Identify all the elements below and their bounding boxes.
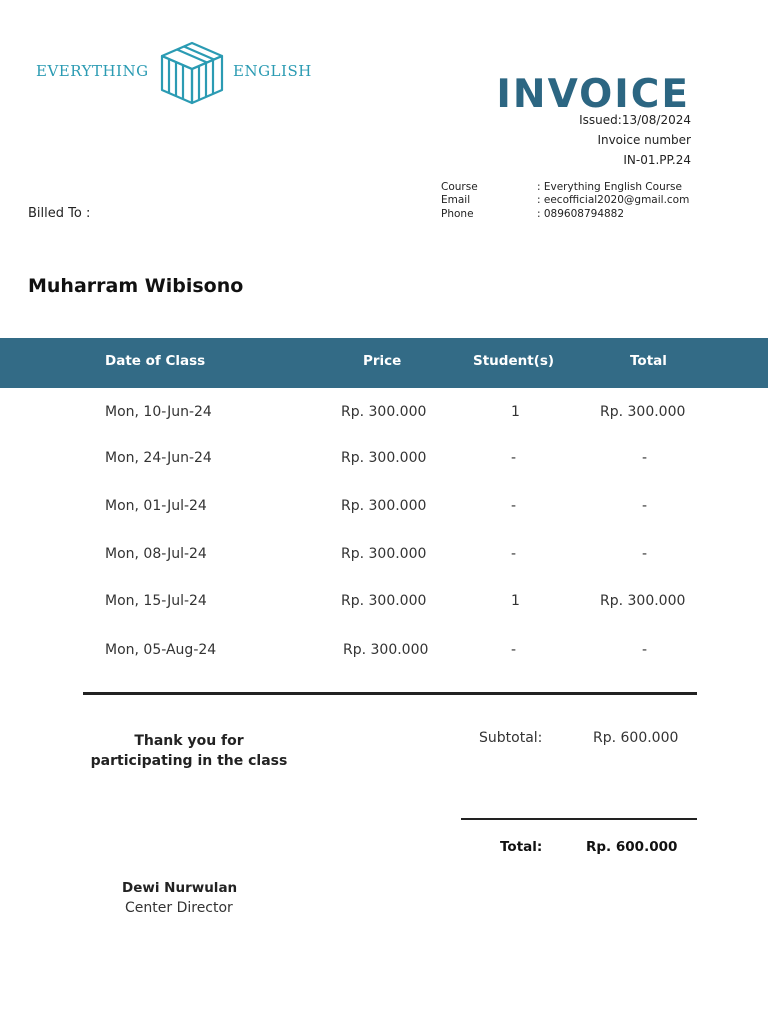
subtotal-value: Rp. 600.000: [593, 730, 679, 746]
director-title: Center Director: [125, 900, 233, 916]
row-date: Mon, 05-Aug-24: [105, 642, 217, 658]
striped-cube-icon: [158, 40, 226, 106]
row-students: -: [511, 546, 517, 562]
row-date: Mon, 10-Jun-24: [105, 404, 212, 420]
row-students: -: [511, 498, 517, 514]
course-label: Course: [441, 181, 478, 193]
row-date: Mon, 08-Jul-24: [105, 546, 207, 562]
row-date: Mon, 24-Jun-24: [105, 450, 212, 466]
invoice-number-label: Invoice number: [597, 133, 691, 147]
row-price: Rp. 300.000: [341, 546, 427, 562]
row-price: Rp. 300.000: [341, 450, 427, 466]
header-price: Price: [363, 353, 402, 369]
brand-word-everything: EVERYTHING: [36, 62, 149, 80]
table-end-divider: [83, 692, 697, 695]
row-total: Rp. 300.000: [600, 593, 686, 609]
total-label: Total:: [500, 839, 543, 855]
invoice-number: IN-01.PP.24: [623, 153, 691, 167]
row-price: Rp. 300.000: [343, 642, 429, 658]
thank-you-line-1: Thank you for: [134, 733, 244, 749]
customer-name: Muharram Wibisono: [28, 275, 244, 297]
brand-word-english: ENGLISH: [233, 62, 312, 80]
director-name: Dewi Nurwulan: [122, 880, 238, 896]
row-total: -: [642, 642, 648, 658]
row-date: Mon, 01-Jul-24: [105, 498, 207, 514]
row-total: -: [642, 498, 648, 514]
subtotal-label: Subtotal:: [479, 730, 543, 746]
thank-you-note: [84, 731, 294, 771]
billed-to-label: Billed To :: [28, 206, 91, 221]
row-total: -: [642, 546, 648, 562]
invoice-title: INVOICE: [496, 72, 690, 117]
issued-date: Issued:13/08/2024: [579, 113, 691, 127]
row-total: Rp. 300.000: [600, 404, 686, 420]
row-price: Rp. 300.000: [341, 498, 427, 514]
thank-you-line-2: participating in the class: [90, 753, 288, 769]
row-date: Mon, 15-Jul-24: [105, 593, 207, 609]
header-date: Date of Class: [105, 353, 206, 369]
header-students: Student(s): [473, 353, 555, 369]
row-price: Rp. 300.000: [341, 593, 427, 609]
phone-label: Phone: [441, 208, 474, 220]
row-students: 1: [511, 404, 520, 420]
email-label: Email: [441, 194, 471, 206]
email-value: : eecofficial2020@gmail.com: [537, 194, 690, 206]
row-students: -: [511, 642, 517, 658]
header-total: Total: [630, 353, 667, 369]
row-total: -: [642, 450, 648, 466]
row-students: -: [511, 450, 517, 466]
total-divider: [461, 818, 697, 820]
row-students: 1: [511, 593, 520, 609]
total-value: Rp. 600.000: [586, 839, 678, 855]
phone-value: : 089608794882: [537, 208, 625, 220]
course-value: : Everything English Course: [537, 181, 682, 193]
row-price: Rp. 300.000: [341, 404, 427, 420]
